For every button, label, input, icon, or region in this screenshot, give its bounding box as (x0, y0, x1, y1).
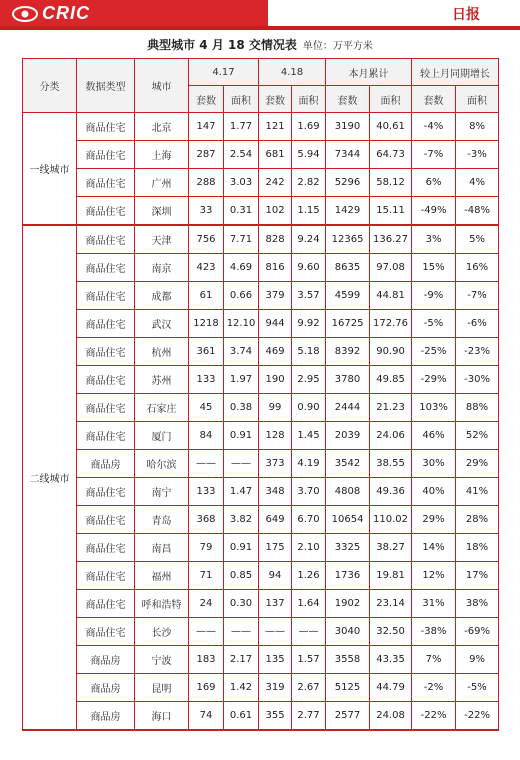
sets-417-cell: 287 (189, 141, 224, 169)
growth-area-cell: -5% (456, 674, 499, 702)
city-cell: 广州 (135, 169, 189, 197)
area-417-cell: 0.91 (224, 422, 259, 450)
area-418-cell: 2.10 (292, 534, 326, 562)
month-area-cell: 90.90 (370, 338, 412, 366)
table-row (23, 422, 499, 450)
table-wrapper (22, 58, 498, 731)
category-cell: 一线城市 (23, 113, 77, 226)
city-cell: 长沙 (135, 618, 189, 646)
month-area-cell: 110.02 (370, 506, 412, 534)
data-type-cell: 商品住宅 (77, 618, 135, 646)
month-area-cell: 64.73 (370, 141, 412, 169)
data-type-cell: 商品房 (77, 646, 135, 674)
area-418-cell: 9.24 (292, 225, 326, 254)
data-type-cell: 商品住宅 (77, 113, 135, 141)
table-title-row (0, 36, 520, 53)
growth-sets-cell: 6% (412, 169, 456, 197)
growth-area-cell: 29% (456, 450, 499, 478)
sub-header-area: 面积 (456, 86, 499, 113)
city-cell: 南昌 (135, 534, 189, 562)
growth-sets-cell: -38% (412, 618, 456, 646)
month-area-cell: 43.35 (370, 646, 412, 674)
table-row (23, 506, 499, 534)
sets-417-cell: 133 (189, 478, 224, 506)
month-sets-cell: 5125 (326, 674, 370, 702)
data-type-cell: 商品住宅 (77, 254, 135, 282)
growth-sets-cell: 103% (412, 394, 456, 422)
sets-417-cell: 133 (189, 366, 224, 394)
growth-area-cell: 18% (456, 534, 499, 562)
city-cell: 厦门 (135, 422, 189, 450)
area-417-cell: 3.74 (224, 338, 259, 366)
table-row (23, 534, 499, 562)
col-header-growth: 较上月同期增长 (412, 59, 499, 86)
data-type-cell: 商品住宅 (77, 366, 135, 394)
city-cell: 石家庄 (135, 394, 189, 422)
month-sets-cell: 4808 (326, 478, 370, 506)
month-area-cell: 24.08 (370, 702, 412, 731)
growth-area-cell: 17% (456, 562, 499, 590)
growth-sets-cell: -9% (412, 282, 456, 310)
growth-area-cell: 38% (456, 590, 499, 618)
growth-sets-cell: -5% (412, 310, 456, 338)
table-row (23, 254, 499, 282)
sets-417-cell: 71 (189, 562, 224, 590)
growth-sets-cell: -49% (412, 197, 456, 226)
table-row (23, 646, 499, 674)
sub-header-sets: 套数 (189, 86, 224, 113)
sets-417-cell: 1218 (189, 310, 224, 338)
area-418-cell: 1.45 (292, 422, 326, 450)
growth-sets-cell: 7% (412, 646, 456, 674)
unit-label: 单位：万平方米 (302, 41, 373, 52)
month-area-cell: 44.79 (370, 674, 412, 702)
growth-area-cell: 8% (456, 113, 499, 141)
city-cell: 青岛 (135, 506, 189, 534)
month-area-cell: 136.27 (370, 225, 412, 254)
month-sets-cell: 2039 (326, 422, 370, 450)
growth-area-cell: 4% (456, 169, 499, 197)
table-body (23, 113, 499, 731)
sets-418-cell: 102 (259, 197, 292, 226)
sub-header-area: 面积 (224, 86, 259, 113)
month-area-cell: 38.27 (370, 534, 412, 562)
growth-area-cell: -3% (456, 141, 499, 169)
sets-418-cell: —— (259, 618, 292, 646)
data-type-cell: 商品住宅 (77, 197, 135, 226)
growth-sets-cell: 3% (412, 225, 456, 254)
month-sets-cell: 8392 (326, 338, 370, 366)
month-sets-cell: 2577 (326, 702, 370, 731)
city-cell: 上海 (135, 141, 189, 169)
data-type-cell: 商品住宅 (77, 394, 135, 422)
data-type-cell: 商品住宅 (77, 225, 135, 254)
report-type-area (268, 0, 520, 30)
area-418-cell: 1.69 (292, 113, 326, 141)
growth-area-cell: -22% (456, 702, 499, 731)
growth-sets-cell: -2% (412, 674, 456, 702)
area-417-cell: 1.77 (224, 113, 259, 141)
growth-area-cell: 5% (456, 225, 499, 254)
data-type-cell: 商品住宅 (77, 562, 135, 590)
growth-sets-cell: 46% (412, 422, 456, 450)
area-418-cell: 3.57 (292, 282, 326, 310)
sets-418-cell: 649 (259, 506, 292, 534)
area-418-cell: —— (292, 618, 326, 646)
data-type-cell: 商品住宅 (77, 478, 135, 506)
table-row (23, 702, 499, 731)
sets-418-cell: 319 (259, 674, 292, 702)
growth-area-cell: -48% (456, 197, 499, 226)
month-sets-cell: 2444 (326, 394, 370, 422)
month-area-cell: 32.50 (370, 618, 412, 646)
month-sets-cell: 1736 (326, 562, 370, 590)
growth-sets-cell: -7% (412, 141, 456, 169)
month-sets-cell: 4599 (326, 282, 370, 310)
sets-418-cell: 816 (259, 254, 292, 282)
table-row (23, 338, 499, 366)
city-cell: 呼和浩特 (135, 590, 189, 618)
area-418-cell: 1.26 (292, 562, 326, 590)
growth-sets-cell: 31% (412, 590, 456, 618)
growth-sets-cell: 29% (412, 506, 456, 534)
sets-418-cell: 681 (259, 141, 292, 169)
cric-logo (12, 3, 90, 24)
top-banner (0, 0, 520, 30)
table-row (23, 394, 499, 422)
month-sets-cell: 3780 (326, 366, 370, 394)
col-header-data-type: 数据类型 (77, 59, 135, 113)
sub-header-sets: 套数 (412, 86, 456, 113)
sets-418-cell: 242 (259, 169, 292, 197)
sets-417-cell: 169 (189, 674, 224, 702)
area-417-cell: 0.85 (224, 562, 259, 590)
col-header-month-total: 本月累计 (326, 59, 412, 86)
area-418-cell: 1.15 (292, 197, 326, 226)
sets-418-cell: 135 (259, 646, 292, 674)
area-418-cell: 4.19 (292, 450, 326, 478)
month-area-cell: 49.85 (370, 366, 412, 394)
area-417-cell: 0.61 (224, 702, 259, 731)
sets-417-cell: 183 (189, 646, 224, 674)
area-417-cell: 12.10 (224, 310, 259, 338)
month-sets-cell: 10654 (326, 506, 370, 534)
growth-sets-cell: 14% (412, 534, 456, 562)
month-area-cell: 58.12 (370, 169, 412, 197)
growth-sets-cell: 12% (412, 562, 456, 590)
growth-sets-cell: 30% (412, 450, 456, 478)
area-418-cell: 0.90 (292, 394, 326, 422)
growth-area-cell: 9% (456, 646, 499, 674)
eye-logo-icon (12, 5, 38, 23)
area-418-cell: 5.18 (292, 338, 326, 366)
city-cell: 南京 (135, 254, 189, 282)
area-418-cell: 2.67 (292, 674, 326, 702)
col-header-category: 分类 (23, 59, 77, 113)
month-area-cell: 19.81 (370, 562, 412, 590)
month-sets-cell: 3190 (326, 113, 370, 141)
sets-418-cell: 828 (259, 225, 292, 254)
data-type-cell: 商品住宅 (77, 534, 135, 562)
city-cell: 南宁 (135, 478, 189, 506)
month-area-cell: 15.11 (370, 197, 412, 226)
daily-label: 日报 (452, 7, 480, 23)
sets-417-cell: 79 (189, 534, 224, 562)
sub-header-area: 面积 (370, 86, 412, 113)
month-sets-cell: 7344 (326, 141, 370, 169)
data-type-cell: 商品住宅 (77, 282, 135, 310)
sets-418-cell: 94 (259, 562, 292, 590)
sets-417-cell: 84 (189, 422, 224, 450)
sets-417-cell: 33 (189, 197, 224, 226)
table-title: 典型城市 4 月 18 交情况表 (147, 38, 297, 52)
growth-sets-cell: -29% (412, 366, 456, 394)
area-418-cell: 9.92 (292, 310, 326, 338)
area-417-cell: 0.66 (224, 282, 259, 310)
growth-area-cell: -30% (456, 366, 499, 394)
area-417-cell: 2.54 (224, 141, 259, 169)
month-sets-cell: 16725 (326, 310, 370, 338)
city-cell: 海口 (135, 702, 189, 731)
city-cell: 苏州 (135, 366, 189, 394)
sets-417-cell: 74 (189, 702, 224, 731)
table-row (23, 113, 499, 141)
col-header-417: 4.17 (189, 59, 259, 86)
area-417-cell: 1.97 (224, 366, 259, 394)
sets-418-cell: 355 (259, 702, 292, 731)
growth-area-cell: 41% (456, 478, 499, 506)
data-type-cell: 商品住宅 (77, 169, 135, 197)
month-area-cell: 38.55 (370, 450, 412, 478)
sets-417-cell: 45 (189, 394, 224, 422)
sets-418-cell: 128 (259, 422, 292, 450)
data-type-cell: 商品住宅 (77, 590, 135, 618)
table-row (23, 141, 499, 169)
area-417-cell: —— (224, 450, 259, 478)
area-418-cell: 2.82 (292, 169, 326, 197)
city-cell: 成都 (135, 282, 189, 310)
area-418-cell: 5.94 (292, 141, 326, 169)
logo-area (0, 0, 268, 26)
sets-418-cell: 469 (259, 338, 292, 366)
city-cell: 北京 (135, 113, 189, 141)
sets-417-cell: 24 (189, 590, 224, 618)
area-417-cell: —— (224, 618, 259, 646)
growth-sets-cell: -22% (412, 702, 456, 731)
transaction-table (22, 58, 499, 731)
sets-417-cell: —— (189, 618, 224, 646)
sets-418-cell: 99 (259, 394, 292, 422)
table-row (23, 450, 499, 478)
month-sets-cell: 3325 (326, 534, 370, 562)
city-cell: 深圳 (135, 197, 189, 226)
data-type-cell: 商品住宅 (77, 310, 135, 338)
growth-area-cell: 28% (456, 506, 499, 534)
month-sets-cell: 8635 (326, 254, 370, 282)
growth-area-cell: 16% (456, 254, 499, 282)
sets-418-cell: 373 (259, 450, 292, 478)
table-row (23, 674, 499, 702)
data-type-cell: 商品住宅 (77, 338, 135, 366)
month-sets-cell: 3558 (326, 646, 370, 674)
area-418-cell: 2.77 (292, 702, 326, 731)
sets-418-cell: 175 (259, 534, 292, 562)
col-header-418: 4.18 (259, 59, 326, 86)
table-row (23, 618, 499, 646)
area-418-cell: 2.95 (292, 366, 326, 394)
growth-area-cell: -69% (456, 618, 499, 646)
month-area-cell: 97.08 (370, 254, 412, 282)
table-row (23, 590, 499, 618)
logo-text: CRIC (42, 3, 90, 23)
month-sets-cell: 3040 (326, 618, 370, 646)
city-cell: 福州 (135, 562, 189, 590)
table-row (23, 310, 499, 338)
area-417-cell: 4.69 (224, 254, 259, 282)
sub-header-sets: 套数 (326, 86, 370, 113)
sub-header-sets: 套数 (259, 86, 292, 113)
city-cell: 天津 (135, 225, 189, 254)
area-418-cell: 9.60 (292, 254, 326, 282)
growth-sets-cell: 40% (412, 478, 456, 506)
sub-header-area: 面积 (292, 86, 326, 113)
header-row-top (23, 59, 499, 86)
category-cell: 二线城市 (23, 225, 77, 730)
month-sets-cell: 1429 (326, 197, 370, 226)
month-sets-cell: 1902 (326, 590, 370, 618)
city-cell: 杭州 (135, 338, 189, 366)
table-row (23, 169, 499, 197)
month-sets-cell: 3542 (326, 450, 370, 478)
data-type-cell: 商品住宅 (77, 506, 135, 534)
area-418-cell: 6.70 (292, 506, 326, 534)
area-417-cell: 0.30 (224, 590, 259, 618)
growth-area-cell: 88% (456, 394, 499, 422)
month-sets-cell: 5296 (326, 169, 370, 197)
month-area-cell: 24.06 (370, 422, 412, 450)
area-417-cell: 7.71 (224, 225, 259, 254)
sets-418-cell: 944 (259, 310, 292, 338)
sets-418-cell: 121 (259, 113, 292, 141)
sets-418-cell: 379 (259, 282, 292, 310)
sets-418-cell: 348 (259, 478, 292, 506)
growth-area-cell: -7% (456, 282, 499, 310)
area-417-cell: 1.42 (224, 674, 259, 702)
growth-sets-cell: -4% (412, 113, 456, 141)
growth-sets-cell: -25% (412, 338, 456, 366)
month-area-cell: 23.14 (370, 590, 412, 618)
table-row (23, 562, 499, 590)
sets-418-cell: 190 (259, 366, 292, 394)
sets-417-cell: 756 (189, 225, 224, 254)
area-417-cell: 0.91 (224, 534, 259, 562)
month-sets-cell: 12365 (326, 225, 370, 254)
data-type-cell: 商品房 (77, 450, 135, 478)
month-area-cell: 21.23 (370, 394, 412, 422)
col-header-city: 城市 (135, 59, 189, 113)
growth-area-cell: -6% (456, 310, 499, 338)
area-418-cell: 1.57 (292, 646, 326, 674)
city-cell: 昆明 (135, 674, 189, 702)
data-type-cell: 商品住宅 (77, 422, 135, 450)
table-row (23, 366, 499, 394)
city-cell: 武汉 (135, 310, 189, 338)
table-row (23, 478, 499, 506)
area-417-cell: 1.47 (224, 478, 259, 506)
area-418-cell: 3.70 (292, 478, 326, 506)
area-417-cell: 0.38 (224, 394, 259, 422)
sets-417-cell: 61 (189, 282, 224, 310)
month-area-cell: 49.36 (370, 478, 412, 506)
area-417-cell: 0.31 (224, 197, 259, 226)
table-row (23, 225, 499, 254)
data-type-cell: 商品住宅 (77, 141, 135, 169)
table-row (23, 282, 499, 310)
area-418-cell: 1.64 (292, 590, 326, 618)
sets-417-cell: 361 (189, 338, 224, 366)
data-type-cell: 商品房 (77, 702, 135, 731)
area-417-cell: 2.17 (224, 646, 259, 674)
table-row (23, 197, 499, 226)
city-cell: 宁波 (135, 646, 189, 674)
month-area-cell: 172.76 (370, 310, 412, 338)
sets-418-cell: 137 (259, 590, 292, 618)
area-417-cell: 3.03 (224, 169, 259, 197)
sets-417-cell: 147 (189, 113, 224, 141)
sets-417-cell: 368 (189, 506, 224, 534)
data-type-cell: 商品房 (77, 674, 135, 702)
month-area-cell: 40.61 (370, 113, 412, 141)
city-cell: 哈尔滨 (135, 450, 189, 478)
month-area-cell: 44.81 (370, 282, 412, 310)
growth-area-cell: 52% (456, 422, 499, 450)
area-417-cell: 3.82 (224, 506, 259, 534)
sets-417-cell: 423 (189, 254, 224, 282)
sets-417-cell: 288 (189, 169, 224, 197)
growth-sets-cell: 15% (412, 254, 456, 282)
growth-area-cell: -23% (456, 338, 499, 366)
sets-417-cell: —— (189, 450, 224, 478)
